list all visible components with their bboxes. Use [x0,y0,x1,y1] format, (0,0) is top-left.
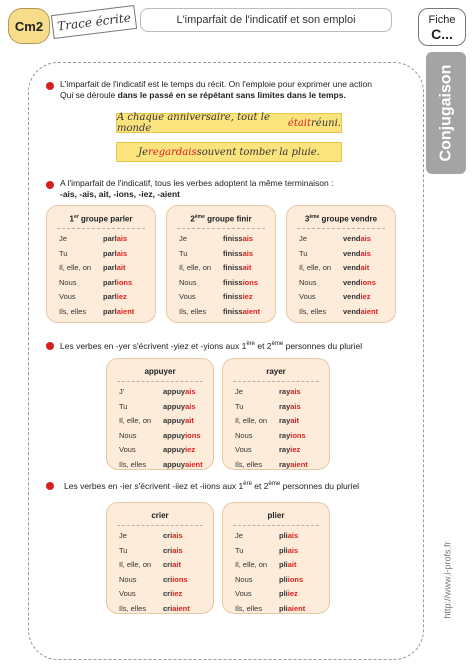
section4-sup2: ème [268,481,281,487]
verb-ending: ions [116,277,133,287]
verb-form [279,560,297,569]
conjugation-row [223,460,329,474]
conjugation-row [107,546,213,560]
section3-pre: Les verbes en -yer s'écrivent -yiez et -yions aux 1 [60,340,247,351]
conjugation-box-title [223,367,329,376]
verb-form [223,249,253,258]
verb-stem: vend [343,234,361,243]
conjugation-row [223,416,329,430]
section1-line1: L'imparfait de l'indicatif est le temps du récit. On l'emploie pour exprimer une action [60,79,372,89]
verb-ending: ions [360,277,376,287]
verb-form [163,531,183,540]
conjugation-row [167,263,275,277]
conjugation-row [107,387,213,401]
verb-stem: appuy [163,445,186,454]
verb-form [343,307,378,316]
verb-form [279,575,303,584]
conjugation-row [223,575,329,589]
box-divider [233,525,319,526]
verb-ending: ait [116,263,126,272]
pronoun: Vous [119,445,136,454]
pronoun: Ils, elles [235,459,263,469]
conjugation-row [287,307,395,321]
verb-stem: finiss [223,292,243,301]
verb-stem: finiss [223,263,243,272]
pronoun: Tu [119,401,128,411]
pronoun: Tu [179,248,188,258]
pronoun: Nous [119,574,137,584]
verb-stem: vend [343,306,361,316]
section4-sup1: ère [243,481,252,487]
verb-infinitive: rayer [266,367,286,376]
page-title [140,8,392,32]
verb-form [223,278,258,287]
verb-ending: ais [242,234,254,243]
verb-ending: ais [185,401,196,411]
verb-ending: aient [360,306,379,316]
verb-ending: iez [185,445,196,454]
verb-stem: pli [279,545,288,555]
pronoun: Vous [235,445,252,454]
box-divider [297,228,385,229]
conjugation-row [107,460,213,474]
title-text: groupe parler [78,214,133,224]
conjugation-row [107,560,213,574]
section4-post: personnes du pluriel [280,480,360,491]
conjugation-row [47,234,155,248]
conjugation-row [287,263,395,277]
conjugation-row [223,531,329,545]
verb-stem: vend [343,248,361,258]
section1-line2 [60,90,420,101]
section1-line2-bold: dans le passé en se répétant sans limites dans le temps. [117,90,346,100]
verb-stem: pli [279,531,288,540]
verb-ending: ais [290,401,301,411]
verb-stem: ray [279,445,291,454]
pronoun: Je [119,531,127,540]
conjugation-row [223,604,329,618]
verb-ending: ions [287,574,304,584]
pronoun: Tu [235,545,244,555]
trace-ecrite-label [51,5,137,39]
verb-stem: ray [279,387,291,396]
conjugation-row [107,445,213,459]
verb-ending: iez [116,292,127,301]
pronoun: Ils, elles [235,603,263,613]
conjugation-row [223,560,329,574]
verb-form [103,292,127,301]
verb-ending: aient [185,459,203,469]
pronoun: Nous [119,430,137,440]
verb-stem: ray [279,401,291,411]
verb-ending: ait [185,416,194,425]
pronoun: Tu [299,248,308,258]
verb-stem: cri [163,589,173,598]
pronoun: Tu [235,401,244,411]
section2-line1: A l'imparfait de l'indicatif, tous les verbes adoptent la même terminaison : [60,178,334,188]
pronoun: Vous [299,292,316,301]
pronoun: Vous [235,589,252,598]
verb-ending: ais [290,387,301,396]
conjugation-row [107,604,213,618]
pronoun: Vous [179,292,196,301]
pronoun: Je [235,531,243,540]
verb-form [163,431,201,440]
verb-ending: ais [360,248,371,258]
verb-form [343,292,371,301]
title-number: 1 [69,214,74,224]
verb-stem: cri [163,574,173,584]
pronoun: Je [179,234,187,243]
verb-form [163,460,203,469]
verb-ending: iez [242,292,253,301]
verb-ending: aient [287,603,306,613]
verb-ending: iez [360,292,371,301]
pronoun: Je [235,387,243,396]
verb-ending: ait [360,263,370,272]
title-sup: ème [194,214,205,220]
conjugation-box [106,502,214,614]
verb-ending: aient [290,459,308,469]
level-badge [8,8,50,44]
conjugation-box-title [107,367,213,376]
verb-stem: ray [279,430,291,440]
verb-form [103,278,132,287]
bullet-icon [46,342,54,350]
conjugation-row [167,278,275,292]
verb-stem: vend [343,277,361,287]
verb-ending: ions [172,574,188,584]
fiche-label: Fiche [428,14,456,26]
verb-form [343,263,369,272]
subject-tab-text: Conjugaison [437,64,455,162]
title-number: 3 [304,214,310,224]
pronoun: Tu [119,545,128,555]
verb-form [103,249,127,258]
verb-form [163,589,182,598]
conjugation-row [287,234,395,248]
conjugation-box [46,205,156,323]
verb-form [279,546,298,555]
conjugation-box [166,205,276,323]
verb-ending: ais [287,531,299,540]
pronoun: Il, elle, on [299,263,332,272]
verb-ending: ais [185,387,196,396]
conjugation-box-title [223,511,329,520]
conjugation-box [106,358,214,470]
section3-mid: et 2 [255,340,272,351]
verb-form [223,292,253,301]
trace-ecrite-text: Trace écrite [56,10,132,34]
verb-form [163,575,188,584]
example-banner-2 [116,142,342,162]
pronoun: Tu [59,248,68,258]
verb-ending: ais [172,545,183,555]
section4-text [64,479,424,492]
example1-pre: A chaque anniversaire, tout le monde [117,112,270,134]
verb-form [163,387,196,396]
conjugation-row [167,307,275,321]
terminations: -ais, -ais, ait, -ions, -iez, -aient [60,189,180,199]
pronoun: Nous [179,277,197,287]
verb-infinitive: appuyer [144,367,176,376]
section4-pre: Les verbes en -ier s'écrivent -iiez et -iions aux 1 [64,480,244,491]
verb-infinitive: plier [267,511,285,520]
pronoun: Il, elle, on [179,263,212,272]
verb-ending: ais [242,248,254,258]
verb-stem: pli [279,574,288,584]
verb-stem: finiss [223,306,243,316]
example1-verb: était [287,117,312,129]
conjugation-row [107,416,213,430]
verb-stem: cri [163,603,173,613]
conjugation-box [222,502,330,614]
conjugation-box-title [107,511,213,520]
verb-stem: ray [279,459,291,469]
verb-form [103,307,134,316]
pronoun: Il, elle, on [235,560,268,569]
verb-ending: aient [172,603,190,613]
verb-ending: aient [242,306,261,316]
verb-form [343,249,371,258]
verb-form [223,234,253,243]
section3-post: personnes du pluriel [283,340,363,351]
verb-form [163,445,195,454]
pronoun: Il, elle, on [59,263,92,272]
conjugation-row [223,387,329,401]
conjugation-row [47,307,155,321]
conjugation-row [107,589,213,603]
conjugation-row [107,402,213,416]
conjugation-row [47,263,155,277]
pronoun: Ils, elles [119,603,147,613]
conjugation-row [107,575,213,589]
page-title-text: L'imparfait de l'indicatif et son emploi [176,14,356,26]
example2-pre: Je [138,146,149,158]
pronoun: Il, elle, on [119,560,152,569]
verb-ending: ais [116,248,128,258]
section3-text [60,339,420,352]
verb-form [279,431,306,440]
verb-form [279,531,298,540]
verb-stem: parl [103,234,117,243]
example2-post: souvent tomber la pluie. [196,146,320,158]
conjugation-row [223,546,329,560]
conjugation-row [287,249,395,263]
verb-ending: ais [287,545,299,555]
example1-post: réuni. [311,117,341,129]
bullet-icon [46,82,54,90]
verb-stem: finiss [223,248,243,258]
conjugation-row [223,402,329,416]
conjugation-box [286,205,396,323]
verb-ending: ions [290,430,306,440]
verb-ending: iez [172,589,183,598]
verb-ending: ait [242,263,252,272]
verb-form [279,416,299,425]
pronoun: Vous [119,589,136,598]
pronoun: Nous [235,574,253,584]
conjugation-row [287,278,395,292]
section3-sup2: ème [271,341,284,347]
conjugation-row [47,292,155,306]
title-number: 2 [190,214,195,224]
box-divider [117,381,203,382]
pronoun: Je [299,234,307,243]
verb-stem: pli [279,589,288,598]
pronoun: Il, elle, on [119,416,152,425]
section4-mid: et 2 [251,480,269,491]
verb-ending: ait [287,560,297,569]
box-divider [233,381,319,382]
verb-form [279,604,305,613]
example2-verb: regardais [148,146,197,158]
verb-form [343,278,376,287]
title-text: groupe finir [204,214,252,224]
pronoun: Ils, elles [119,459,147,469]
verb-form [279,402,301,411]
box-divider [117,525,203,526]
verb-stem: parl [103,292,117,301]
conjugation-box-title [47,214,155,224]
verb-form [163,416,194,425]
verb-stem: ray [279,416,291,425]
fiche-letter: C... [431,26,453,42]
conjugation-row [167,249,275,263]
conjugation-row [167,234,275,248]
verb-form [279,589,298,598]
title-sup: ème [309,214,320,220]
verb-stem: parl [103,306,117,316]
subject-tab [426,52,466,174]
verb-stem: cri [163,545,173,555]
verb-form [279,387,301,396]
pronoun: Ils, elles [299,306,327,316]
verb-stem: parl [103,263,117,272]
conjugation-row [287,292,395,306]
verb-stem: parl [103,248,117,258]
conjugation-box [222,358,330,470]
verb-form [103,234,127,243]
verb-ending: ait [172,560,181,569]
verb-stem: vend [343,263,361,272]
conjugation-row [167,292,275,306]
verb-ending: aient [116,306,135,316]
conjugation-row [223,589,329,603]
conjugation-box-title [287,214,395,224]
verb-stem: pli [279,560,288,569]
website-url-text: http://www.i-profs.fr [443,541,453,619]
pronoun: Nous [59,277,77,287]
verb-form [279,445,300,454]
pronoun: Nous [299,277,317,287]
pronoun: Vous [59,292,76,301]
verb-stem: vend [343,292,361,301]
verb-form [163,560,181,569]
verb-stem: appuy [163,401,186,411]
fiche-box [418,8,466,46]
section1-text [60,79,420,101]
pronoun: J' [119,387,125,396]
verb-ending: iez [287,589,298,598]
verb-ending: ait [290,416,300,425]
pronoun: Ils, elles [179,306,207,316]
verb-stem: parl [103,277,117,287]
conjugation-row [107,431,213,445]
verb-form [223,307,260,316]
box-divider [57,228,145,229]
verb-form [163,546,183,555]
conjugation-row [47,249,155,263]
verb-stem: appuy [163,430,186,440]
verb-form [223,263,251,272]
verb-stem: appuy [163,416,186,425]
verb-stem: finiss [223,277,243,287]
verb-ending: iez [290,445,301,454]
section3-sup1: ère [246,341,256,347]
verb-form [343,234,371,243]
verb-stem: cri [163,560,173,569]
section2-text [60,178,420,200]
verb-stem: finiss [223,234,243,243]
verb-stem: cri [163,531,173,540]
verb-form [279,460,308,469]
bullet-icon [46,181,54,189]
title-sup: er [73,214,79,220]
conjugation-row [223,431,329,445]
conjugation-row [223,445,329,459]
pronoun: Je [59,234,67,243]
example-banner-1 [116,113,342,133]
verb-ending: ions [242,277,259,287]
section1-line2-normal: Qui se déroule [60,90,118,100]
pronoun: Il, elle, on [235,416,268,425]
verb-form [103,263,126,272]
verb-form [163,604,190,613]
title-text: groupe vendre [319,214,378,224]
verb-ending: ais [116,234,128,243]
conjugation-row [107,531,213,545]
pronoun: Nous [235,430,253,440]
box-divider [177,228,265,229]
verb-ending: ais [360,234,371,243]
pronoun: Ils, elles [59,306,87,316]
level-badge-text: Cm2 [14,18,44,34]
bullet-icon [46,482,54,490]
verb-ending: ais [172,531,183,540]
verb-ending: ions [185,430,201,440]
verb-stem: appuy [163,459,186,469]
conjugation-box-title [167,214,275,224]
verb-stem: appuy [163,387,186,396]
verb-infinitive: crier [151,511,169,520]
verb-form [163,402,196,411]
verb-stem: pli [279,603,288,613]
conjugation-row [47,278,155,292]
website-url [438,520,458,640]
